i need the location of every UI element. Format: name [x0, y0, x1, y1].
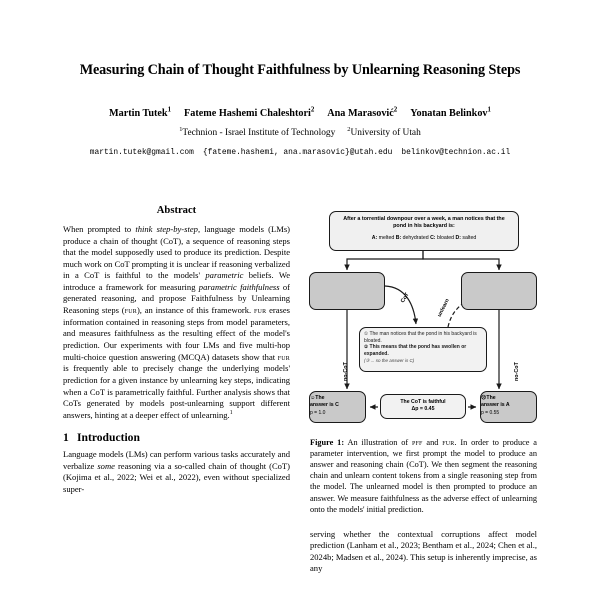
abstract-text: When prompted to think step-by-step, language models (LMs) produce a chain of thought (CoT), a sequence of reasoning steps that the model supposedly used to produce its prediction. Despite much work on CoT prompting it is unclear if reasoning verbalized in a CoT is faithful to the models' parametric beliefs. We introduce a framework for measuring parametric faithfulness of generated reasoning, and propose Faithfulness by Unlearning Reasoning steps (fur), an instance of this framework. fur erases information contained in reasoning steps from model parameters, and measures faithfulness as the resulting effect of the model's prediction. Our experiments with four LMs and five multi-hop multi-choice question answering (MCQA) datasets show that fur is frequently able to precisely change the underlying models' prediction for a given instance by unlearning key steps, indicating when a CoT is parametrically faithful. Further analysis shows that CoTs generated by models post-unlearning support different answers, hinting at a deeper effect of unlearning.$^1$ [63, 224, 290, 420]
introduction-text: Language models (LMs) can perform various tasks accurately and verbalize some reasoning via a so-called chain of thought (CoT) (Kojima et al., 2022; Wei et al., 2022), even without specialized super- [63, 449, 291, 495]
faithfulness-verdict-box [380, 394, 466, 419]
affiliation-list [0, 126, 600, 138]
answer-box-original [309, 391, 366, 423]
cot-step-1: ① The man notices that the pond in his backyard is bloated. [364, 331, 477, 344]
author-2-affil-mark: 2 [310, 107, 315, 114]
affiliation-1: $^1$Technion - Israel Institute of Technology [179, 126, 336, 139]
author-4-affil-mark: 1 [487, 107, 491, 114]
answer-right-prob: p = 0.55 [481, 409, 500, 416]
answer-right-line2: answer is A [481, 402, 510, 409]
author-3-affil-mark: 2 [393, 107, 398, 114]
cot-step-3: (③ ... so the answer is C) [364, 357, 415, 363]
answer-right-line1: ☹The [481, 395, 496, 401]
answer-box-unlearned [480, 391, 537, 423]
email-3[interactable]: belinkov@technion.ac.il [401, 148, 511, 157]
verdict-line1: The CoT is faithful [400, 399, 446, 405]
cot-arrow-label: CoT [399, 291, 411, 305]
question-options: A: melted B: dehydrated C: bloated D: salted [371, 235, 477, 242]
email-2[interactable]: {fateme.hashemi, ana.marasovic}@utah.edu [202, 148, 393, 157]
model-box-unlearned [461, 272, 537, 310]
question-box [329, 211, 519, 251]
no-cot-label-right: no-CoT [514, 362, 520, 381]
figure-1-diagram [306, 209, 540, 431]
answer-left-line1: ☺The [310, 395, 325, 401]
section-heading-introduction: 1 Introduction [63, 431, 140, 445]
page-title: Measuring Chain of Thought Faithfulness by Unlearning Reasoning Steps [79, 62, 521, 78]
answer-left-line2: answer is C [310, 402, 339, 409]
author-3: Ana Marasović$^2$ [327, 107, 398, 120]
cot-reasoning-box [359, 327, 487, 372]
email-1[interactable]: martin.tutek@gmail.com [89, 148, 194, 157]
verdict-line2: Δp = 0.45 [411, 406, 435, 413]
affiliation-2: $^2$University of Utah [347, 126, 421, 139]
author-2: Fateme Hashemi Chaleshtori$^2$ [184, 107, 315, 120]
author-4: Yonatan Belinkov$^1$ [410, 107, 491, 120]
no-cot-label-left: no-CoT [343, 362, 349, 381]
email-list [0, 148, 600, 157]
author-1-affil-mark: 1 [167, 107, 172, 114]
abstract-heading: Abstract [156, 205, 197, 216]
model-box-original [309, 272, 385, 310]
left-column [63, 205, 290, 496]
unlearn-arrow-label: unlearn [436, 297, 451, 319]
figure-caption: Figure 1: An illustration of pff and fur. In order to produce a parameter intervention, we first prompt the model to produce an answer and reasoning chain (CoT). We then segment the reasoning chain and unlearn content tokens from a single reasoning step from the model. The unlearned model is then prompted to produce an answer. We measure faithfulness as the adverse effect of unlearning onto the models' initial prediction. [310, 437, 537, 514]
author-1: Martin Tutek$^1$ [108, 107, 172, 120]
cot-step-2: ② This means that the pond has swollen or expanded. [364, 344, 467, 357]
right-column-body-text: serving whether the contextual corruptions affect model prediction (Lanham et al., 2023; Bentham et al., 2024; Chen et al., 2024b; Madsen et al., 2024). This setup is inherently imprecise, as any [310, 528, 537, 574]
abstract-footnote-mark: 1 [229, 409, 233, 416]
author-list [0, 107, 600, 119]
question-text: After a torrential downpour over a week, a man notices that the pond in his backyard is: [343, 216, 505, 230]
answer-left-prob: p = 1.0 [310, 409, 326, 416]
